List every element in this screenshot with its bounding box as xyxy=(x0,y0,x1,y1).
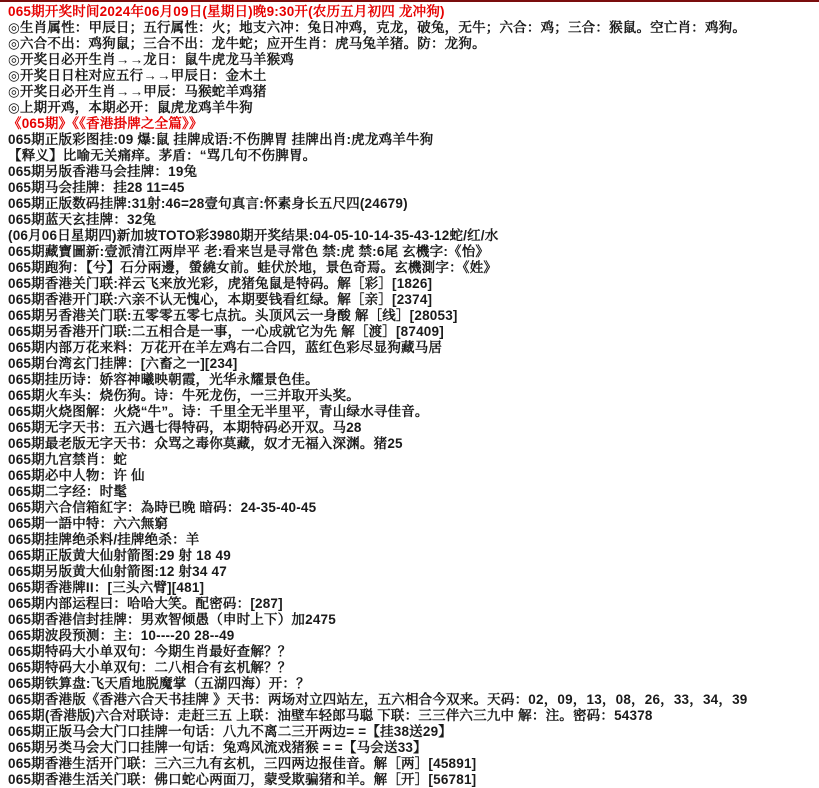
text-line: 【释义】比喻无关痛痒。茅盾：“骂几句不伤脾胃。 xyxy=(8,148,317,163)
text-line: 065期另香港关门联:五零零五零七点抗。头顶风云一身酸 解［线］[28053] xyxy=(8,308,458,323)
text-line: ◎开奖日必开生肖→→龙日：鼠牛虎龙马羊猴鸡 xyxy=(8,52,294,67)
text-line: 065期(香港版)六合对联诗：走赶三五 上联：油壁车轻郎马聪 下联：三三伴六三九中 解：注。密码：54378 xyxy=(8,708,653,723)
text-line: 065期马会挂牌：挂28 11=45 xyxy=(8,180,185,195)
text-line: 065期二字经：时髦 xyxy=(8,484,128,499)
text-line: 《065期》《《香港掛牌之全篇》》 xyxy=(8,116,203,131)
text-line: 065期特码大小单双句：二八相合有玄机解？？ xyxy=(8,660,292,675)
text-line: 065期台湾玄门挂牌：[六畜之一][234] xyxy=(8,356,238,371)
text-line: 065期香港生活开门联：三六三九有玄机，三四两边报佳音。解［两］[45891] xyxy=(8,756,477,771)
text-line: 065期内部运程曰：哈哈大笑。配密码：[287] xyxy=(8,596,283,611)
text-line: 065期香港信封挂牌：男欢智倾愚（申时上下）加2475 xyxy=(8,612,336,627)
text-line: 065期另版香港马会挂牌：19兔 xyxy=(8,164,198,179)
text-line: 065期正版黄大仙射箭图:29 射 18 49 xyxy=(8,548,231,563)
text-line: 065期香港关门联:祥云飞来放光彩，虎猪兔鼠是特码。解［彩］[1826] xyxy=(8,276,433,291)
text-line: ◎六合不出：鸡狗鼠；三合不出：龙牛蛇；应开生肖：虎马兔羊猪。防：龙狗。 xyxy=(8,36,486,51)
text-line: 065期另版黄大仙射箭图:12 射34 47 xyxy=(8,564,227,579)
text-line: 065期正版马会大门口挂牌一句话：八九不离二三开两边= =【挂38送29】 xyxy=(8,724,452,739)
text-line: 065期挂历诗：娇容神曦映朝霞，光华永耀景色佳。 xyxy=(8,372,319,387)
text-line: 065期香港生活关门联：佛口蛇心两面刀，蒙受欺骗猪和羊。解［开］[56781] xyxy=(8,772,477,787)
text-line: 065期波段预测：主：10----20 28--49 xyxy=(8,628,235,643)
text-line: 065期挂牌绝杀料/挂牌绝杀：羊 xyxy=(8,532,200,547)
text-line: 065期无字天书：五六遇七得特码，本期特码必开双。马28 xyxy=(8,420,362,435)
text-line: 065期正版彩图挂:09 爆:鼠 挂牌成语:不伤脾胃 挂牌出肖:虎龙鸡羊牛狗 xyxy=(8,132,434,147)
text-line: ◎开奖日日柱对应五行→→甲辰日：金木土 xyxy=(8,68,267,83)
text-line: 065期铁算盘:飞天盾地脱魔掌（五湖四海）开：？ xyxy=(8,676,310,691)
text-line: 065期必中人物：许 仙 xyxy=(8,468,145,483)
text-line: ◎生肖属性：甲辰日；五行属性：火；地支六冲：兔日冲鸡，克龙，破兔，无牛；六合：鸡；三合：猴鼠。空亡肖：鸡狗。 xyxy=(8,20,747,35)
text-line: 065期正版数码挂牌:31射:46=28壹句真言:怀素身长五尺四(24679) xyxy=(8,196,408,211)
text-line: 065期香港开门联:六亲不认无愧心，本期要钱看红绿。解［亲］[2374] xyxy=(8,292,433,307)
text-line: 065期最老版无字天书：众骂之毒你莫藏，奴才无福入深渊。猪25 xyxy=(8,436,403,451)
text-line: 065期开奖时间2024年06月09日(星期日)晚9:30开(农历五月初四 龙冲狗) xyxy=(8,4,445,19)
text-line: 065期另类马会大门口挂牌一句话：兔鸡风流戏猪猴 = =【马会送33】 xyxy=(8,740,427,755)
text-line: (06月06日星期四)新加坡TOTO彩3980期开奖结果:04-05-10-14-35-43-12蛇/红/水 xyxy=(8,228,499,243)
text-line: 065期九宫禁肖：蛇 xyxy=(8,452,128,467)
text-line: 065期藏寶圖新:壹派清江两岸平 老:看来岂是寻常色 禁:虎 禁:6尾 玄機字:《怡》 xyxy=(8,244,490,259)
text-line: 065期跑狗：【兮】石分兩邊，螢繞女前。蛙伏於地，景色奇焉。玄機測字：《姓》 xyxy=(8,260,498,275)
text-line: 065期内部万花来料：万花开在羊左鸡右二合四，蓝红色彩尽显狗藏马居 xyxy=(8,340,443,355)
lottery-info-sheet xyxy=(0,2,819,788)
text-line: 065期火车头：烧伤狗。诗：牛死龙伤，一三并取开头奖。 xyxy=(8,388,360,403)
text-lines-container xyxy=(8,4,815,788)
text-line: 065期蓝天玄挂牌：32兔 xyxy=(8,212,157,227)
text-line: 065期火烧图解：火烧“牛”。诗：千里全无半里平，青山绿水寻佳音。 xyxy=(8,404,429,419)
text-line: 065期香港版《香港六合天书挂牌 》天书：两场对立四站左，五六相合今双来。天码：02，09，13，08，26，33，34，39 xyxy=(8,692,748,707)
text-line: ◎上期开鸡，本期必开：鼠虎龙鸡羊牛狗 xyxy=(8,100,253,115)
text-line: 065期特码大小单双句：今期生肖最好查解？？ xyxy=(8,644,292,659)
text-line: 065期一語中特：六六無窮 xyxy=(8,516,169,531)
text-line: 065期香港牌II：[三头六臂][481] xyxy=(8,580,205,595)
text-line: 065期另香港开门联:二五相合是一事，一心成就它为先 解［渡］[87409] xyxy=(8,324,444,339)
text-line: 065期六合信箱紅字：為時已晚 暗码：24-35-40-45 xyxy=(8,500,317,515)
text-line: ◎开奖日必开生肖→→甲辰：马猴蛇羊鸡猪 xyxy=(8,84,267,99)
